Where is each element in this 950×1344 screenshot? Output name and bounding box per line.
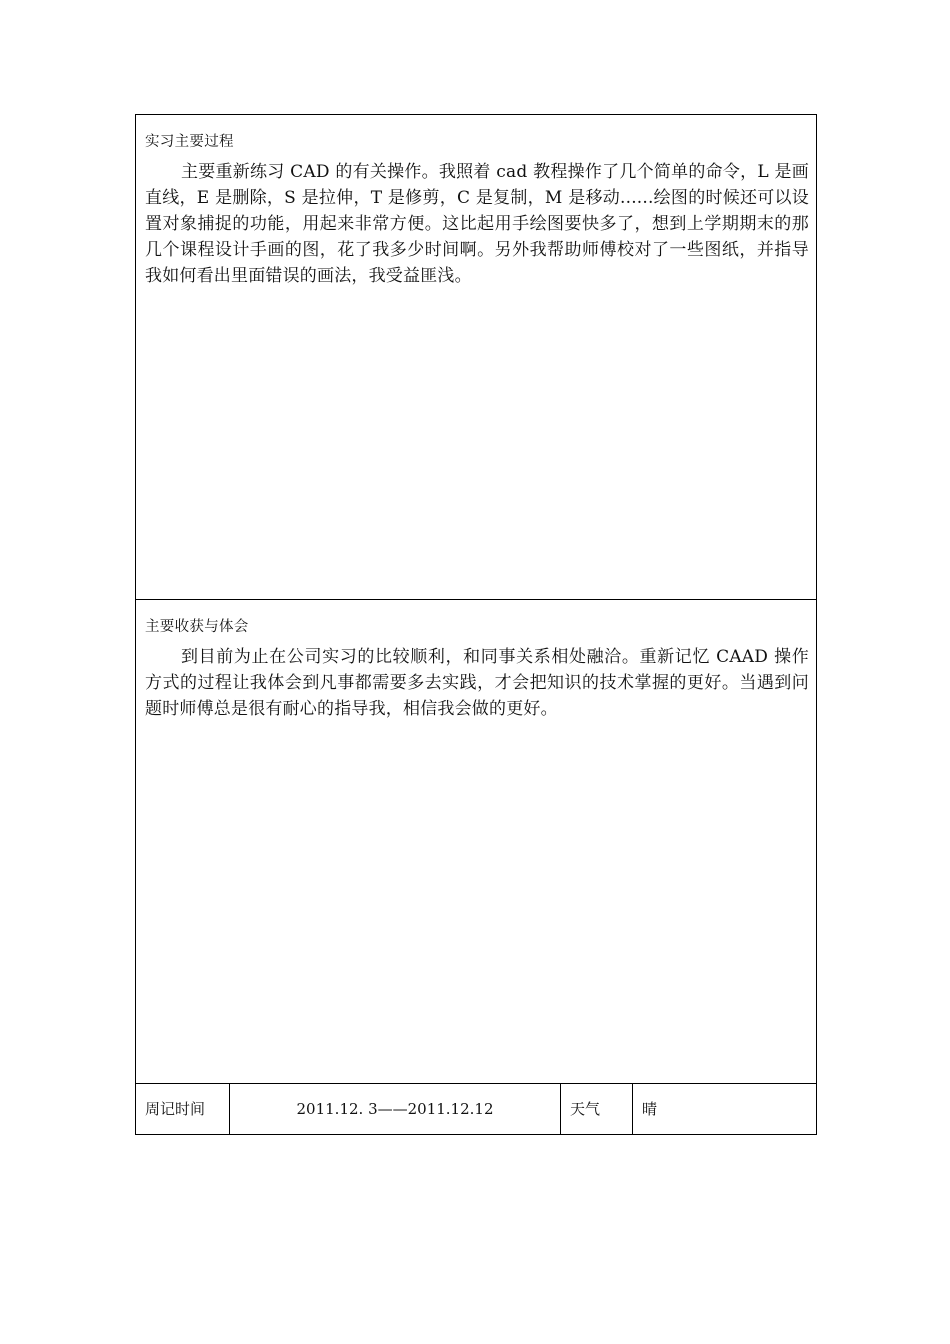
internship-process-label: 实习主要过程 xyxy=(145,134,234,150)
internship-process-section xyxy=(136,115,816,600)
weekly-report-table xyxy=(135,114,817,1135)
internship-process-text: 主要重新练习 CAD 的有关操作。我照着 cad 教程操作了几个简单的命令，L 是画直线，E 是删除，S 是拉伸，T 是修剪，C 是复制，M 是移动......绘图的时候还可以设置对象捕捉的功能，用起来非常方便。这比起用手绘图要快多了，想到上学期期末的那几个课程设计手画的图，花了我多少时间啊。另外我帮助师傅校对了一些图纸，并指导我如何看出里面错误的画法，我受益匪浅。 xyxy=(145,162,809,286)
footer-row xyxy=(136,1084,816,1134)
week-time-value: 2011.12. 3——2011.12.12 xyxy=(230,1084,561,1134)
weather-value: 晴 xyxy=(642,1100,658,1118)
main-gains-section xyxy=(136,600,816,1084)
weather-label: 天气 xyxy=(561,1084,633,1134)
main-gains-label: 主要收获与体会 xyxy=(145,619,249,635)
main-gains-text: 到目前为止在公司实习的比较顺利，和同事关系相处融洽。重新记忆 CAAD 操作方式的过程让我体会到凡事都需要多去实践，才会把知识的技术掌握的更好。当遇到问题时师傅总是很有耐心的指导我，相信我会做的更好。 xyxy=(145,647,809,719)
week-time-label: 周记时间 xyxy=(136,1084,230,1134)
